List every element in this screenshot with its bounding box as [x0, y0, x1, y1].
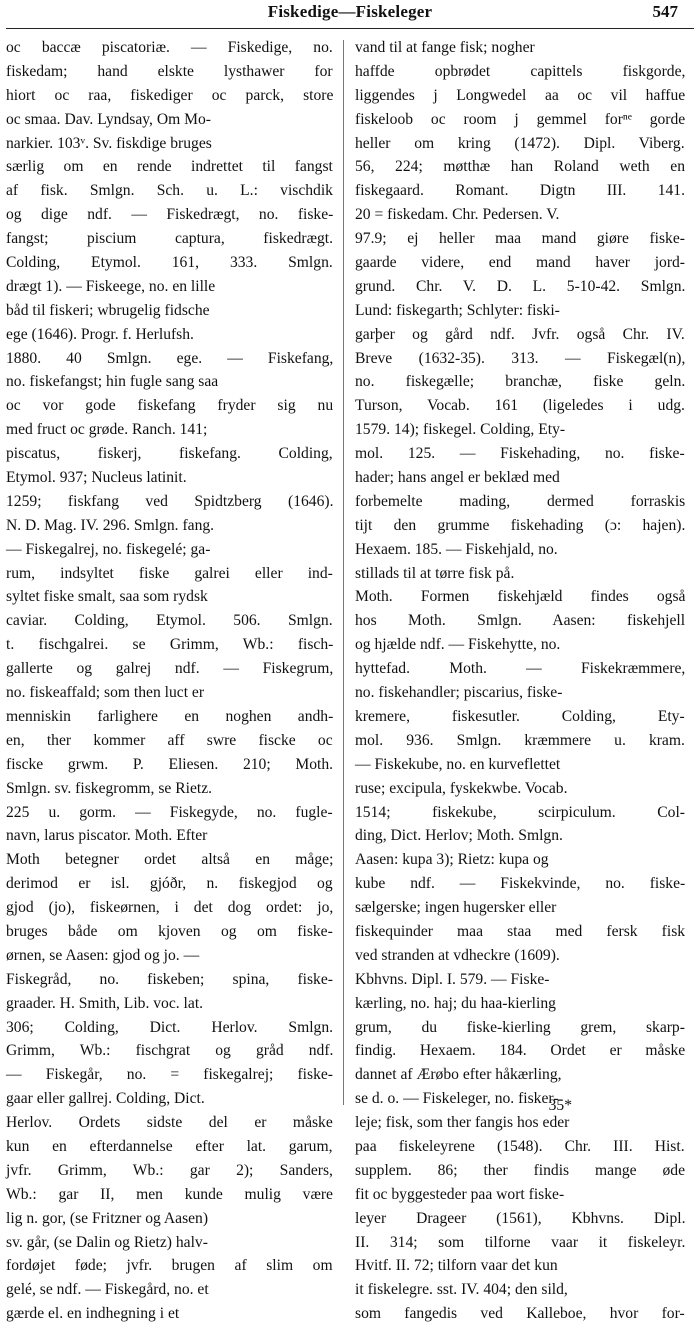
- text-line: båd til fiskeri; wbrugelig fidsche: [6, 301, 210, 319]
- text-line: liggendes j Longwedel aa oc vil haffue: [355, 86, 686, 104]
- text-line: kærling, no. haj; du haa-kierling: [355, 994, 556, 1012]
- text-line: garþer og gård ndf. Jvfr. også Chr. IV.: [355, 325, 685, 343]
- text-line: 1880. 40 Smlgn. ege. — Fiskefang,: [6, 349, 334, 367]
- text-line: Wb.: gar II, men kunde mulig være: [6, 1185, 333, 1203]
- text-line: Hvitf. II. 72; tilforn vaar det kun: [355, 1257, 558, 1275]
- text-line: 225 u. gorm. — Fiskegyde, no. fugle-: [6, 803, 333, 821]
- text-line: no. fiskehandler; piscarius, fiske-: [355, 684, 563, 702]
- text-line: Smlgn. sv. fiskegromm, se Rietz.: [6, 779, 213, 797]
- text-line: 20 = fiskedam. Chr. Pedersen. V.: [355, 206, 560, 224]
- text-line: no. fiskefangst; hin fugle sang saa: [6, 373, 219, 391]
- text-line: ege (1646). Progr. f. Herlufsh.: [6, 325, 194, 343]
- text-line: Moth. Formen fiskehjæld findes også: [355, 588, 686, 606]
- text-line: oc baccæ piscatoriæ. — Fiskedige, no.: [6, 39, 333, 56]
- text-line: — Fiskegår, no. = fiskegalrej; fiske-: [6, 1066, 333, 1084]
- text-line: navn, larus piscator. Moth. Efter: [6, 827, 208, 845]
- text-line: haffde opbrødet capittels fiskgorde,: [355, 62, 686, 80]
- text-line: mol. 125. — Fiskehading, no. fiske-: [355, 445, 685, 463]
- text-line: findig. Hexaem. 184. Ordet er måske: [355, 1042, 686, 1060]
- text-line: Moth betegner ordet altså en måge;: [6, 851, 334, 869]
- text-line: ørnen, se Aasen: gjod og jo. —: [6, 946, 200, 964]
- text-line: hader; hans angel er beklæd med: [355, 469, 560, 487]
- text-line: gaar eller gallrej. Colding, Dict.: [6, 1090, 205, 1108]
- text-line: 56, 224; møtthæ han Roland weth en: [355, 158, 686, 176]
- text-line: Kbhvns. Dipl. I. 579. — Fiske-: [355, 970, 550, 988]
- text-line: — Fiskegalrej, no. fiskegelé; ga-: [6, 540, 211, 558]
- text-line: grund. Chr. V. D. L. 5-10-42. Smlgn.: [355, 277, 686, 295]
- text-line: fiskedam; hand elskte lysthawer for: [6, 62, 333, 80]
- text-line: leje; fisk, som ther fangis hos eder: [355, 1114, 570, 1132]
- text-line: en, ther kommer aff swre fiscke oc: [6, 731, 333, 749]
- text-line: gaarde videre, end mand haver jord-: [355, 254, 686, 272]
- text-line: rum, indsyltet fiske galrei eller ind-: [6, 564, 333, 582]
- signature-mark: 35*: [548, 1097, 572, 1114]
- text-line: sælgerske; ingen hugersker eller: [355, 899, 557, 917]
- text-line: supplem. 86; ther findis mange øde: [355, 1161, 686, 1179]
- text-line: hos Moth. Smlgn. Aasen: fiskehjell: [355, 612, 686, 630]
- text-line: 1514; fiskekube, scirpiculum. Col-: [355, 803, 685, 821]
- text-line: bruges både om kjoven og om fiske-: [6, 922, 333, 940]
- text-line: oc smaa. Dav. Lyndsay, Om Mo-: [6, 110, 211, 128]
- text-line: sv. går, (se Dalin og Rietz) halv-: [6, 1233, 208, 1251]
- text-line: Grimm, Wb.: fischgrat og gråd ndf.: [6, 1042, 334, 1060]
- header-rule: [6, 28, 694, 29]
- text-line: jvfr. Grimm, Wb.: gar 2); Sanders,: [6, 1161, 333, 1179]
- text-line: se d. o. — Fiskeleger, no. fisker-: [355, 1090, 559, 1108]
- text-line: Turson, Vocab. 161 (ligeledes i udg.: [355, 397, 685, 415]
- text-line: 1259; fiskfang ved Spidtzberg (1646).: [6, 492, 334, 510]
- left-column: [6, 36, 333, 1326]
- text-line: Aasen: kupa 3); Rietz: kupa og: [355, 851, 549, 869]
- text-line: heller om kring (1472). Dipl. Viberg.: [355, 134, 685, 152]
- text-line: fiskegaard. Romant. Digtn III. 141.: [355, 182, 685, 200]
- text-line: kremere, fiskesutler. Colding, Ety-: [355, 707, 685, 725]
- text-line: fiskeloob oc room j gemmel forⁿᵉ gorde: [355, 110, 686, 128]
- text-line: hiort oc raa, fiskediger oc parck, store: [6, 86, 334, 104]
- text-line: 306; Colding, Dict. Herlov. Smlgn.: [6, 1018, 334, 1036]
- text-line: gærde el. en indhegning i et: [6, 1305, 180, 1323]
- text-line: Lund: fiskegarth; Schlyter: fiski-: [355, 301, 560, 319]
- text-line: syltet fiske smalt, saa som rydsk: [6, 588, 208, 606]
- column-divider: [343, 40, 344, 1105]
- text-line: it fiskelegre. sst. IV. 404; den sild,: [355, 1281, 568, 1299]
- text-line: no. fiskegælle; branchæ, fiske geln.: [355, 373, 686, 391]
- text-line: drægt 1). — Fiskeege, no. en lille: [6, 277, 216, 295]
- text-line: ruse; excipula, fyskekwbe. Vocab.: [355, 779, 568, 797]
- text-line: fangst; piscium captura, fiskedrægt.: [6, 230, 334, 248]
- text-line: Etymol. 937; Nucleus latinit.: [6, 469, 187, 487]
- text-line: gelé, se ndf. — Fiskegård, no. et: [6, 1281, 209, 1299]
- text-line: 1579. 14); fiskegel. Colding, Ety-: [355, 421, 566, 439]
- text-line: no. fiskeaffald; som then luct er: [6, 684, 205, 702]
- text-line: paa fiskeleyrene (1548). Chr. III. Hist.: [355, 1137, 685, 1155]
- text-line: grum, du fiske-kierling grem, skarp-: [355, 1018, 685, 1036]
- text-line: Colding, Etymol. 161, 333. Smlgn.: [6, 254, 333, 272]
- text-line: N. D. Mag. IV. 296. Smlgn. fang.: [6, 516, 215, 534]
- text-line: derimod er isl. gjóðr, n. fiskegjod og: [6, 875, 333, 893]
- text-line: af fisk. Smlgn. Sch. u. L.: vischdik: [6, 182, 333, 200]
- page-header: [0, 0, 700, 26]
- running-title: Fiskedige—Fiskeleger: [267, 2, 433, 21]
- text-line: leyer Drageer (1561), Kbhvns. Dipl.: [355, 1209, 686, 1227]
- text-line: ved stranden at vdheckre (1609).: [355, 946, 560, 964]
- text-line: — Fiskekube, no. en kurveflettet: [355, 755, 561, 773]
- text-line: Herlov. Ordets sidste del er måske: [6, 1114, 333, 1132]
- text-line: stillads til at tørre fisk på.: [355, 564, 515, 582]
- text-line: forbemelte mading, dermed forraskis: [355, 492, 686, 510]
- page-number: 547: [652, 2, 678, 21]
- text-line: graader. H. Smith, Lib. voc. lat.: [6, 994, 204, 1012]
- text-line: piscatus, fiskerj, fiskefang. Colding,: [6, 445, 333, 463]
- text-line: Breve (1632-35). 313. — Fiskegæl(n),: [355, 349, 686, 367]
- text-line: hyttefad. Moth. — Fiskekræmmere,: [355, 660, 686, 678]
- text-line: gjod (jo), fiskeørnen, i det dog ordet: jo,: [6, 899, 334, 917]
- text-line: t. fischgalrei. se Grimm, Wb.: fisch-: [6, 636, 334, 654]
- text-line: tijt den grumme fiskehading (ɔ: hajen).: [355, 516, 686, 534]
- text-line: II. 314; som tilforne vaar it fiskeleyr.: [355, 1233, 686, 1251]
- text-line: menniskin farlighere en noghen andh-: [6, 707, 334, 725]
- text-line: særlig om en rende indrettet til fangst: [6, 158, 333, 176]
- text-line: ding, Dict. Herlov; Moth. Smlgn.: [355, 827, 563, 845]
- text-line: 97.9; ej heller maa mand giøre fiske-: [355, 230, 685, 248]
- text-line: fiskequinder maa staa med fersk fisk: [355, 922, 686, 940]
- right-column: [355, 36, 685, 1326]
- text-line: lig n. gor, (se Fritzner og Aasen): [6, 1209, 209, 1227]
- text-line: dannet af Ærøbo efter håkærling,: [355, 1066, 562, 1084]
- text-line: med fruct oc grøde. Ranch. 141;: [6, 421, 208, 439]
- text-line: kube ndf. — Fiskekvinde, no. fiske-: [355, 875, 686, 893]
- text-line: kun en efterdannelse efter lat. garum,: [6, 1137, 333, 1155]
- text-line: og hjælde ndf. — Fiskehytte, no.: [355, 636, 561, 654]
- text-line: som fangedis ved Kalleboe, hvor for-: [355, 1305, 685, 1323]
- text-line: fiscke grwm. P. Eliesen. 210; Moth.: [6, 755, 334, 773]
- text-line: Hexaem. 185. — Fiskehjald, no.: [355, 540, 558, 558]
- text-line: fit oc byggesteder paa wort fiske-: [355, 1185, 565, 1203]
- text-line: mol. 936. Smlgn. kræmmere u. kram.: [355, 731, 685, 749]
- text-line: fordøjet føde; jvfr. brugen af slim om: [6, 1257, 333, 1275]
- text-line: Fiskegråd, no. fiskeben; spina, fiske-: [6, 970, 333, 988]
- text-line: caviar. Colding, Etymol. 506. Smlgn.: [6, 612, 333, 630]
- text-line: gallerte og galrej ndf. — Fiskegrum,: [6, 660, 334, 678]
- text-line: vand til at fange fisk; nogher: [355, 39, 535, 56]
- text-line: oc vor gode fiskefang fryder sig nu: [6, 397, 334, 415]
- text-line: narkier. 103ᵛ. Sv. fiskdige bruges: [6, 134, 212, 152]
- text-line: og dige ndf. — Fiskedrægt, no. fiske-: [6, 206, 334, 224]
